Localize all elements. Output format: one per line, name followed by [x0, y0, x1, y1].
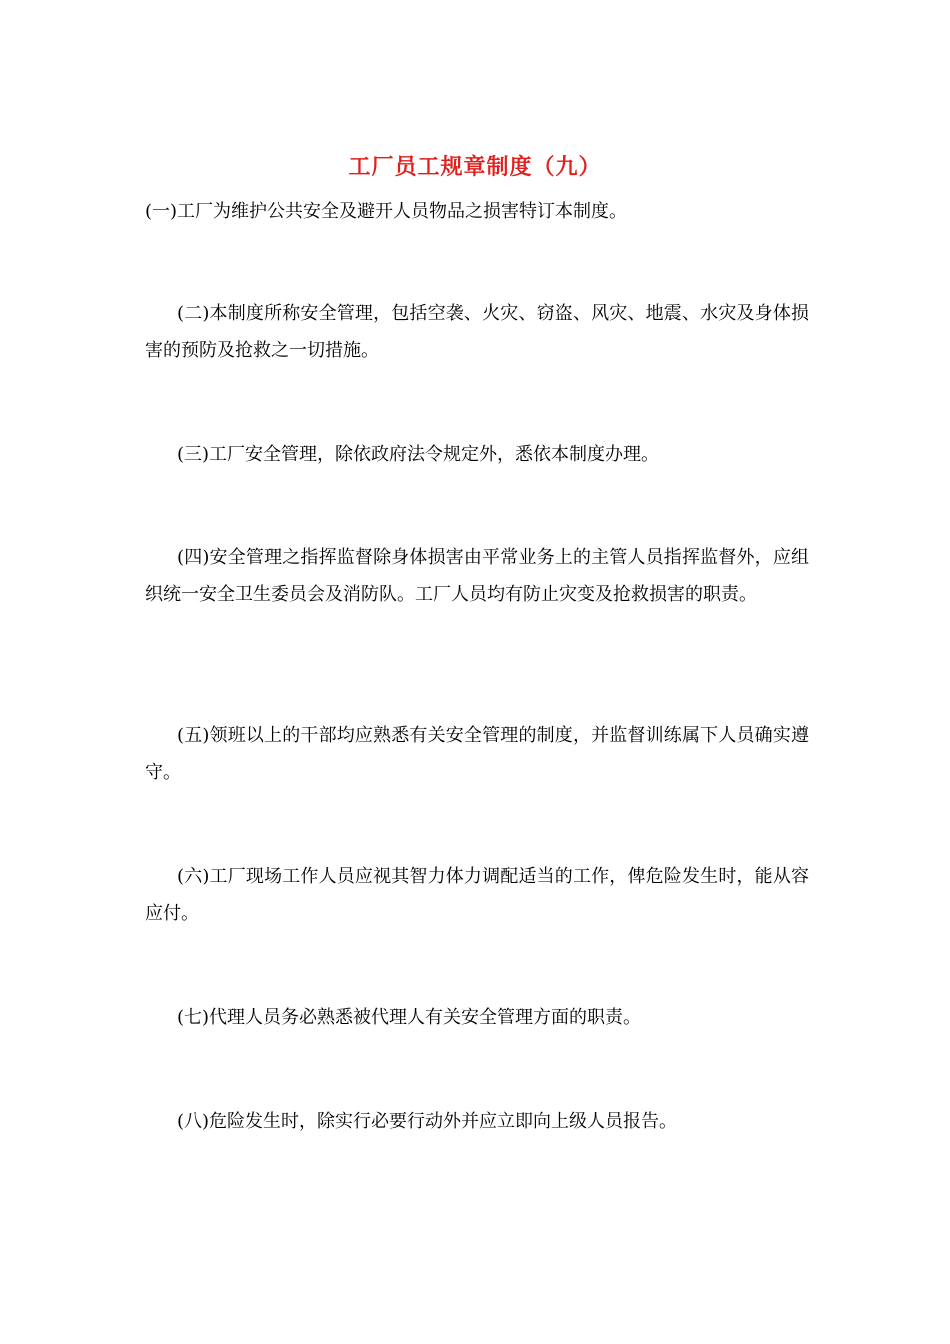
paragraph-4: (四)安全管理之指挥监督除身体损害由平常业务上的主管人员指挥监督外，应组织统一安全卫生委员会及消防队。工厂人员均有防止灾变及抢救损害的职责。	[145, 547, 809, 605]
paragraph-3: (三)工厂安全管理，除依政府法令规定外，悉依本制度办理。	[177, 444, 660, 465]
paragraph-6: (六)工厂现场工作人员应视其智力体力调配适当的工作，俾危险发生时，能从容应付。	[145, 866, 809, 924]
paragraph-8: (八)危险发生时，除实行必要行动外并应立即向上级人员报告。	[177, 1111, 678, 1132]
paragraph-5: (五)领班以上的干部均应熟悉有关安全管理的制度，并监督训练属下人员确实遵守。	[145, 725, 809, 783]
paragraph-7: (七)代理人员务必熟悉被代理人有关安全管理方面的职责。	[177, 1007, 642, 1028]
document-title: 工厂员工规章制度（九）	[348, 154, 602, 180]
paragraph-1: (一)工厂为维护公共安全及避开人员物品之损害特订本制度。	[145, 201, 628, 222]
paragraph-2: (二)本制度所称安全管理，包括空袭、火灾、窃盗、风灾、地震、水灾及身体损害的预防及抢救之一切措施。	[145, 303, 809, 361]
